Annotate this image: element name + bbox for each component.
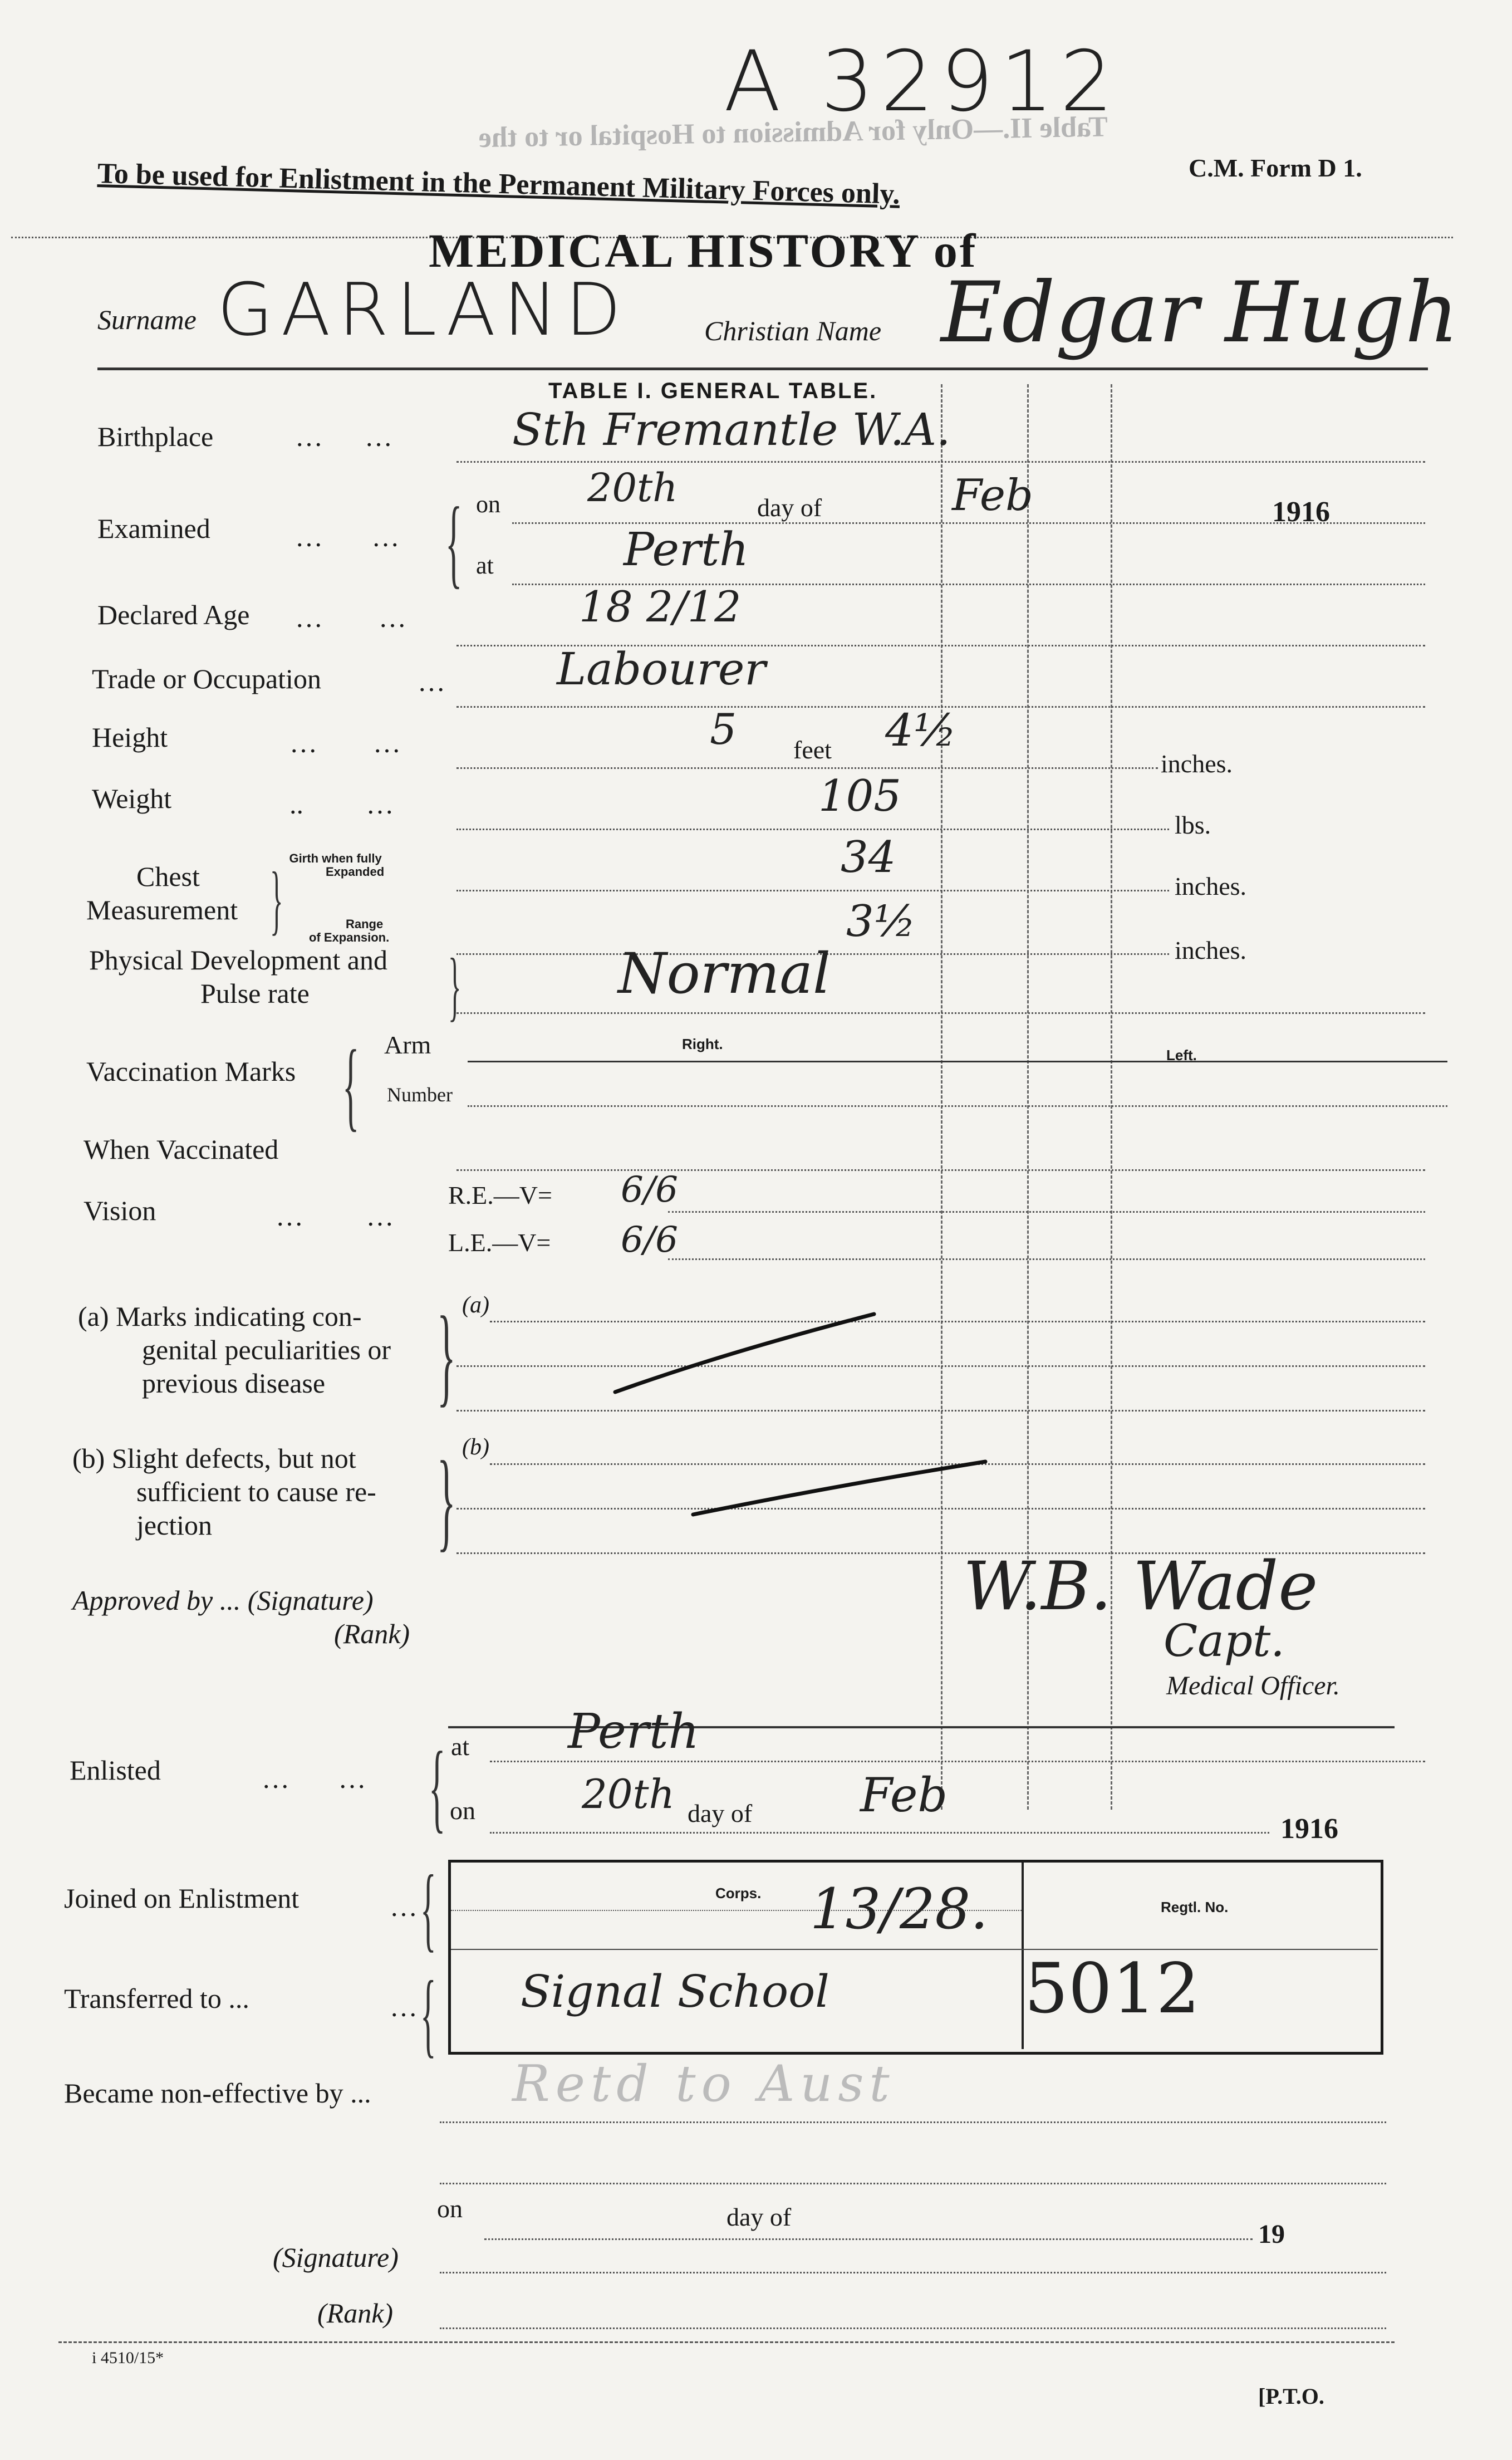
signature-label: (Signature) (273, 2242, 399, 2273)
enlisted-at-rule (490, 1761, 1425, 1762)
re-value: 6/6 (621, 1169, 678, 1211)
surname-label: Surname (97, 304, 197, 335)
approved-rank-value: Capt. (1164, 1615, 1285, 1667)
transferred-to-label: Transferred to ... (64, 1983, 249, 2014)
usage-note: To be used for Enlistment in the Permanent Military Forces only. (97, 158, 901, 210)
page-title: MEDICAL HISTORY of (429, 224, 978, 277)
vaccination-brace: { (342, 1030, 360, 1140)
marks-a-strike (612, 1309, 880, 1398)
re-rule (668, 1211, 1425, 1213)
range-label-line-1: Range (346, 917, 384, 931)
non-effective-label: Became non-effective by ... (64, 2077, 371, 2109)
corps-box-rule (451, 1949, 1378, 1950)
joined-brace: { (420, 1856, 436, 1961)
birthplace-rule (456, 461, 1425, 463)
regtl-no-value: 5012 (1024, 1949, 1200, 2029)
range-label-line-2: of Expansion. (309, 930, 390, 945)
declared-age-label: Declared Age (97, 599, 250, 630)
left-label: Left. (1166, 1047, 1197, 1064)
name-rule (97, 367, 1428, 370)
enlisted-dots: … … (262, 1763, 366, 1794)
marks-a-line-1: (a) Marks indicating con- (78, 1301, 362, 1332)
weight-value: 105 (818, 771, 901, 821)
physical-brace: } (448, 943, 462, 1029)
chest-brace: } (270, 856, 283, 943)
marks-b-tag: (b) (462, 1434, 489, 1460)
enlisted-label: Enlisted (70, 1755, 161, 1786)
trade-label: Trade or Occupation (92, 663, 321, 694)
corps-box-divider (1022, 1863, 1024, 2049)
birthplace-value: Sth Fremantle W.A. (512, 404, 951, 455)
joined-dots: … (390, 1891, 418, 1922)
trade-value: Labourer (557, 643, 766, 695)
number-rule (468, 1105, 1447, 1107)
examined-day-value: 20th (587, 465, 678, 511)
lbs-label: lbs. (1175, 811, 1211, 839)
height-inches-value: 4½ (885, 704, 957, 756)
arm-rule (468, 1061, 1447, 1062)
table-title: TABLE I. GENERAL TABLE. (548, 379, 878, 403)
range-inches-label: inches. (1175, 936, 1247, 964)
examined-dots: … … (295, 521, 400, 552)
transferred-dots: … (390, 1991, 418, 2022)
joined-corps-value: 13/28. (810, 1876, 988, 1942)
non-effective-value: Retd to Aust (512, 2055, 895, 2113)
non-effective-rule-2 (440, 2183, 1386, 2184)
height-label: Height (92, 722, 168, 753)
approved-rank-label: (Rank) (334, 1618, 410, 1649)
rank-rule (440, 2327, 1386, 2329)
examined-brace: { (445, 487, 463, 597)
marks-a-rule-2 (456, 1365, 1425, 1367)
feet-label: feet (793, 736, 832, 764)
range-label (309, 918, 389, 944)
marks-a-rule-3 (456, 1410, 1425, 1412)
examined-year-value: 1916 (1272, 496, 1330, 528)
non-effective-year-label: 19 (1258, 2219, 1285, 2249)
physical-rule (456, 1012, 1425, 1014)
re-label: R.E.—V= (448, 1181, 552, 1209)
girth-label-line-1: Girth when fully (289, 851, 382, 865)
physical-development-value: Normal (618, 941, 831, 1006)
vaccination-extra-rule (456, 1169, 1425, 1171)
height-inches-label: inches. (1161, 749, 1233, 778)
arm-label: Arm (384, 1031, 431, 1059)
range-value: 3½ (846, 896, 916, 947)
trade-dots: … (418, 666, 445, 697)
non-effective-on-label: on (437, 2194, 463, 2223)
weight-dots: .. … (289, 788, 394, 820)
rank-label: (Rank) (317, 2297, 394, 2329)
le-label: L.E.—V= (448, 1228, 551, 1257)
mirror-bleed-text: Table II.—Only for Admission to Hospital or to the (478, 111, 1108, 154)
girth-value: 34 (841, 832, 896, 883)
pulse-rate-label: Pulse rate (200, 978, 310, 1009)
vision-label: Vision (84, 1195, 156, 1226)
weight-label: Weight (92, 783, 172, 814)
transferred-brace: { (420, 1962, 436, 2066)
le-rule (668, 1258, 1425, 1260)
enlisted-at-label: at (451, 1732, 470, 1761)
chest-label: Chest (136, 861, 200, 892)
pto-label: [P.T.O. (1258, 2384, 1324, 2409)
enlisted-brace: { (429, 1731, 446, 1842)
examined-on-label: on (476, 491, 500, 518)
christian-name-label: Christian Name (704, 315, 882, 346)
girth-rule (456, 890, 1169, 891)
marks-b-line-1: (b) Slight defects, but not (72, 1443, 356, 1474)
enlisted-day-value: 20th (582, 1771, 675, 1817)
declared-age-dots: … … (295, 602, 406, 633)
vaccination-marks-label: Vaccination Marks (86, 1056, 296, 1087)
right-label: Right. (682, 1036, 723, 1052)
marks-b-line-2: sufficient to cause re- (136, 1476, 376, 1507)
reference-number: A 32912 (724, 33, 1120, 130)
height-dots: … … (289, 727, 401, 758)
height-feet-value: 5 (710, 704, 737, 754)
enlisted-on-rule (490, 1832, 1269, 1834)
le-value: 6/6 (621, 1219, 678, 1261)
girth-inches-label: inches. (1175, 872, 1247, 900)
form-code: C.M. Form D 1. (1189, 154, 1362, 182)
marks-b-brace: } (437, 1439, 456, 1562)
footer-rule (58, 2341, 1395, 2343)
non-effective-rule-1 (440, 2121, 1386, 2123)
vision-dots: … … (276, 1200, 394, 1232)
surname-value: GARLAND (217, 267, 629, 352)
marks-b-strike (690, 1453, 991, 1520)
weight-rule (456, 829, 1169, 830)
marks-a-line-3: previous disease (142, 1368, 326, 1399)
birthplace-label: Birthplace (97, 421, 214, 452)
examined-month-value: Feb (952, 471, 1033, 521)
marks-a-line-2: genital peculiarities or (142, 1334, 391, 1365)
declared-age-value: 18 2/12 (579, 582, 742, 631)
physical-development-label: Physical Development and (89, 944, 387, 976)
approved-by-label: Approved by ... (Signature) (72, 1585, 374, 1616)
signature-rule (440, 2272, 1386, 2273)
non-effective-day-of-label: day of (726, 2203, 792, 2231)
christian-name-value: Edgar Hugh (941, 264, 1459, 361)
examined-label: Examined (97, 513, 210, 544)
approved-signature: W.B. Wade (963, 1548, 1318, 1625)
marks-a-tag: (a) (462, 1292, 489, 1318)
girth-label-line-2: Expanded (326, 865, 385, 879)
column-divider-1 (941, 384, 942, 1810)
enlisted-on-label: on (450, 1796, 475, 1825)
number-label: Number (387, 1084, 453, 1106)
medical-officer-label: Medical Officer. (1166, 1671, 1340, 1701)
enlisted-month-value: Feb (860, 1768, 948, 1822)
when-vaccinated-label: When Vaccinated (84, 1134, 279, 1165)
enlisted-day-of-label: day of (688, 1799, 753, 1827)
birthplace-dots: … … (295, 421, 392, 452)
examined-place-value: Perth (624, 523, 749, 576)
marks-a-brace: } (437, 1294, 456, 1417)
non-effective-on-rule (484, 2238, 1253, 2240)
enlisted-place-value: Perth (568, 1704, 699, 1760)
marks-b-line-3: jection (136, 1510, 213, 1541)
measurement-label: Measurement (86, 894, 238, 925)
joined-on-enlistment-label: Joined on Enlistment (64, 1883, 300, 1914)
corps-label: Corps. (715, 1885, 762, 1902)
print-code: i 4510/15* (92, 2349, 164, 2367)
enlisted-year-value: 1916 (1280, 1813, 1338, 1845)
examined-day-of-label: day of (757, 493, 822, 522)
regtl-no-label: Regtl. No. (1161, 1899, 1229, 1915)
examined-at-label: at (476, 552, 494, 579)
transferred-corps-value: Signal School (521, 1966, 829, 2017)
girth-label (287, 852, 384, 879)
height-rule (456, 767, 1158, 769)
